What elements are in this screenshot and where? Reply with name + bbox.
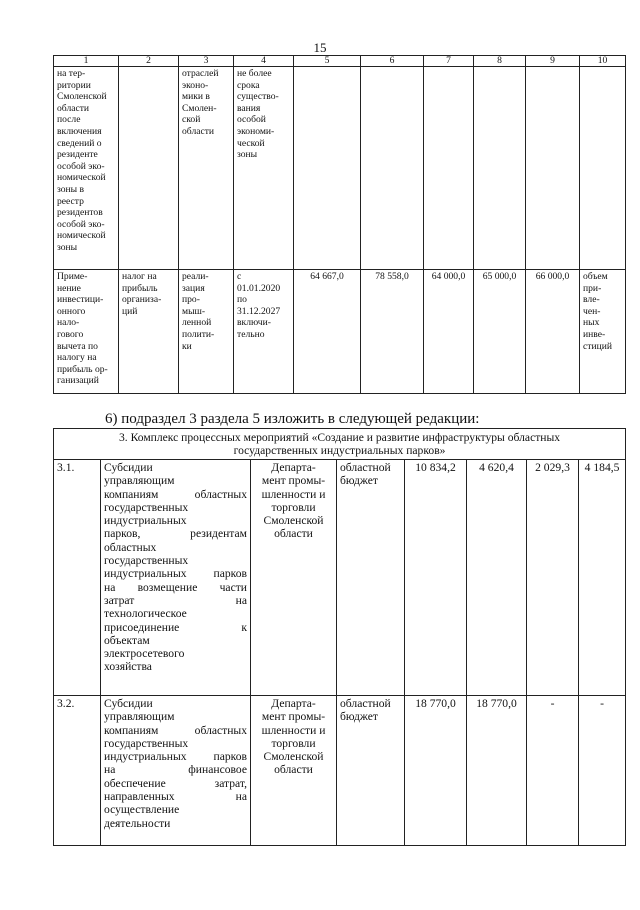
cell-text-line: существо-	[237, 91, 279, 103]
cell-text-line: на возмещение части	[104, 580, 247, 594]
cell-period	[234, 67, 294, 270]
table-row	[54, 696, 626, 846]
cell-text-line: хозяйства	[104, 660, 152, 674]
cell-text-line: на тер-	[57, 68, 86, 79]
cell-measure-name	[54, 67, 119, 270]
cell-text-line: зоны	[57, 241, 78, 253]
cell-text-line: обеспечение затрат,	[104, 776, 247, 790]
cell-text-line: ций	[122, 305, 138, 317]
cell-text-line: ганизаций	[57, 375, 99, 387]
cell-text-line: прибыль ор-	[57, 363, 108, 375]
cell-text-line: управляющим	[104, 474, 175, 488]
cell-text-line: резиденте	[57, 149, 98, 161]
cell-tax	[119, 270, 179, 394]
cell-text-line: мент промы-	[261, 710, 326, 724]
cell-text-line: вания	[237, 102, 261, 114]
cell-amount: -	[527, 696, 579, 846]
cell-text-line: области	[57, 102, 90, 114]
cell-text-line: эконо-	[182, 79, 209, 91]
cell-text-line: инвестици-	[57, 294, 104, 306]
cell-amount: -	[579, 696, 626, 846]
cell-responsible	[251, 460, 337, 696]
cell-text-line: индустриальных	[104, 514, 187, 528]
cell-text-line: с	[237, 271, 242, 282]
cell-amount: 18 770,0	[405, 696, 467, 846]
cell-value	[526, 67, 580, 270]
column-number: 1	[54, 56, 119, 67]
cell-amount: 10 834,2	[405, 460, 467, 696]
cell-text-line: по	[237, 294, 247, 306]
cell-text-line: налогу на	[57, 352, 97, 364]
cell-value: 64 667,0	[294, 270, 361, 394]
cell-text-line: государственных	[104, 500, 189, 514]
cell-text-line: номической	[57, 230, 106, 242]
cell-goal	[179, 67, 234, 270]
cell-text-line: области	[274, 763, 313, 777]
cell-measure-name	[54, 270, 119, 394]
cell-text-line: вле-	[583, 294, 600, 306]
cell-text-line: управляющим	[104, 710, 175, 724]
cell-text-line: реестр	[57, 195, 84, 207]
cell-text-line: 01.01.2020	[237, 282, 281, 294]
cell-responsible	[251, 696, 337, 846]
cell-value: 66 000,0	[526, 270, 580, 394]
cell-text-line: Смолен-	[182, 102, 217, 114]
column-number: 8	[474, 56, 526, 67]
cell-amount: 4 620,4	[467, 460, 527, 696]
cell-text-line: направленных на	[104, 790, 247, 804]
cell-text-line: особой	[237, 114, 266, 126]
cell-text-line: деятельности	[104, 816, 171, 830]
cell-text-line: затрат на	[104, 593, 247, 607]
table-row	[54, 460, 626, 696]
column-number: 4	[234, 56, 294, 67]
cell-text-line: срока	[237, 79, 260, 91]
cell-indicator	[580, 270, 626, 394]
cell-text-line: включения	[57, 125, 102, 137]
cell-text-line: торговли	[271, 736, 316, 750]
cell-text-line: вычета по	[57, 340, 98, 352]
cell-text-line: при-	[583, 282, 602, 294]
cell-text-line: зоны в	[57, 183, 85, 195]
cell-text-line: индустриальных парков	[104, 567, 247, 581]
column-number: 2	[119, 56, 179, 67]
cell-item-number: 3.1.	[54, 460, 101, 696]
cell-text-line: сведений о	[57, 137, 102, 149]
cell-text-line: Смоленской	[57, 91, 107, 103]
table-header-row	[54, 56, 626, 67]
cell-text-line: мики в	[182, 91, 210, 103]
cell-text-line: Субсидии	[104, 697, 153, 710]
cell-text-line: торговли	[271, 500, 316, 514]
column-number: 7	[424, 56, 474, 67]
cell-text-line: тельно	[237, 328, 265, 340]
cell-text-line: ленной	[182, 317, 212, 329]
cell-text-line: Приме-	[57, 271, 88, 282]
cell-value	[424, 67, 474, 270]
cell-text-line: мыш-	[182, 305, 206, 317]
cell-amount: 2 029,3	[527, 460, 579, 696]
cell-text-line: области	[274, 527, 313, 541]
table-row	[54, 270, 626, 394]
cell-text-line: прибыль	[122, 282, 158, 294]
cell-text-line: номической	[57, 172, 106, 184]
section-heading: 6) подраздел 3 раздела 5 изложить в следующей редакции:	[105, 411, 480, 427]
cell-text-line: парков, резидентам	[104, 527, 247, 541]
cell-text-line: Департа-	[271, 461, 316, 474]
process-measures-table	[53, 428, 626, 846]
cell-text-line: зация	[182, 282, 205, 294]
cell-text-line: ческой	[237, 137, 265, 149]
cell-text-line: объектам	[104, 633, 150, 647]
cell-funding-source	[337, 696, 405, 846]
cell-text-line: организа-	[122, 294, 162, 306]
column-number: 6	[361, 56, 424, 67]
cell-text-line: особой эко-	[57, 218, 105, 230]
cell-text-line: полити-	[182, 328, 215, 340]
cell-text-line: областных	[104, 540, 157, 554]
cell-text-line: осуществление	[104, 803, 180, 817]
cell-text-line: чен-	[583, 305, 601, 317]
cell-text-line: Смоленской	[263, 514, 324, 528]
cell-text-line: зоны	[237, 149, 258, 161]
cell-value: 64 000,0	[424, 270, 474, 394]
cell-text-line: 31.12.2027	[237, 305, 281, 317]
cell-text-line: резидентов	[57, 207, 103, 219]
cell-text-line: нение	[57, 282, 81, 294]
cell-text-line: включи-	[237, 317, 271, 329]
cell-text-line: отраслей	[182, 68, 219, 79]
cell-text-line: областной	[340, 697, 391, 710]
cell-text-line: области	[182, 125, 215, 137]
cell-text-line: про-	[182, 294, 200, 306]
cell-text-line: нало-	[57, 317, 80, 329]
cell-text-line: бюджет	[340, 474, 378, 488]
column-number: 9	[526, 56, 580, 67]
column-number: 5	[294, 56, 361, 67]
cell-text-line: особой эко-	[57, 160, 105, 172]
complex-title: 3. Комплекс процессных мероприятий «Создание и развитие инфраструктуры областных государственных индустриальных парков»	[54, 429, 626, 460]
cell-text-line: Смоленской	[263, 750, 324, 764]
cell-goal	[179, 270, 234, 394]
cell-text-line: не более	[237, 68, 272, 79]
cell-text-line: объем	[583, 271, 608, 282]
cell-text-line: технологическое	[104, 607, 187, 621]
cell-text-line: присоединение к	[104, 620, 247, 634]
cell-text-line: шленности и	[261, 723, 326, 737]
cell-text-line: экономи-	[237, 125, 275, 137]
cell-indicator	[580, 67, 626, 270]
cell-text-line: индустриальных парков	[104, 750, 247, 764]
cell-text-line: ных	[583, 317, 600, 329]
cell-text-line: ской	[182, 114, 201, 126]
cell-value	[474, 67, 526, 270]
cell-text-line: ритории	[57, 79, 91, 91]
cell-text-line: государственных	[104, 554, 189, 568]
cell-text-line: стиций	[583, 340, 612, 352]
cell-text-line: реали-	[182, 271, 209, 282]
cell-measure-description	[101, 460, 251, 696]
cell-text-line: компаниям областных	[104, 487, 247, 501]
cell-text-line: областной	[340, 461, 391, 474]
cell-text-line: инве-	[583, 328, 606, 340]
cell-tax	[119, 67, 179, 270]
cell-item-number: 3.2.	[54, 696, 101, 846]
cell-text-line: бюджет	[340, 710, 378, 724]
cell-text-line: ки	[182, 340, 192, 352]
cell-value	[294, 67, 361, 270]
cell-amount: 4 184,5	[579, 460, 626, 696]
cell-text-line: электросетевого	[104, 647, 185, 661]
cell-text-line: компаниям областных	[104, 723, 247, 737]
cell-amount: 18 770,0	[467, 696, 527, 846]
column-number: 10	[580, 56, 626, 67]
cell-text-line: Субсидии	[104, 461, 153, 474]
cell-value	[361, 67, 424, 270]
page-number: 15	[313, 40, 327, 55]
cell-value: 65 000,0	[474, 270, 526, 394]
cell-text-line: государственных	[104, 736, 189, 750]
cell-period	[234, 270, 294, 394]
tax-expenditure-table	[53, 55, 626, 394]
cell-value: 78 558,0	[361, 270, 424, 394]
table-row	[54, 67, 626, 270]
cell-funding-source	[337, 460, 405, 696]
cell-text-line: онного	[57, 305, 86, 317]
table-title-row	[54, 429, 626, 460]
cell-measure-description	[101, 696, 251, 846]
cell-text-line: гового	[57, 328, 84, 340]
column-number: 3	[179, 56, 234, 67]
cell-text-line: шленности и	[261, 487, 326, 501]
cell-text-line: на финансовое	[104, 763, 247, 777]
cell-text-line: после	[57, 114, 81, 126]
cell-text-line: мент промы-	[261, 474, 326, 488]
cell-text-line: налог на	[122, 271, 157, 282]
cell-text-line: Департа-	[271, 697, 316, 710]
